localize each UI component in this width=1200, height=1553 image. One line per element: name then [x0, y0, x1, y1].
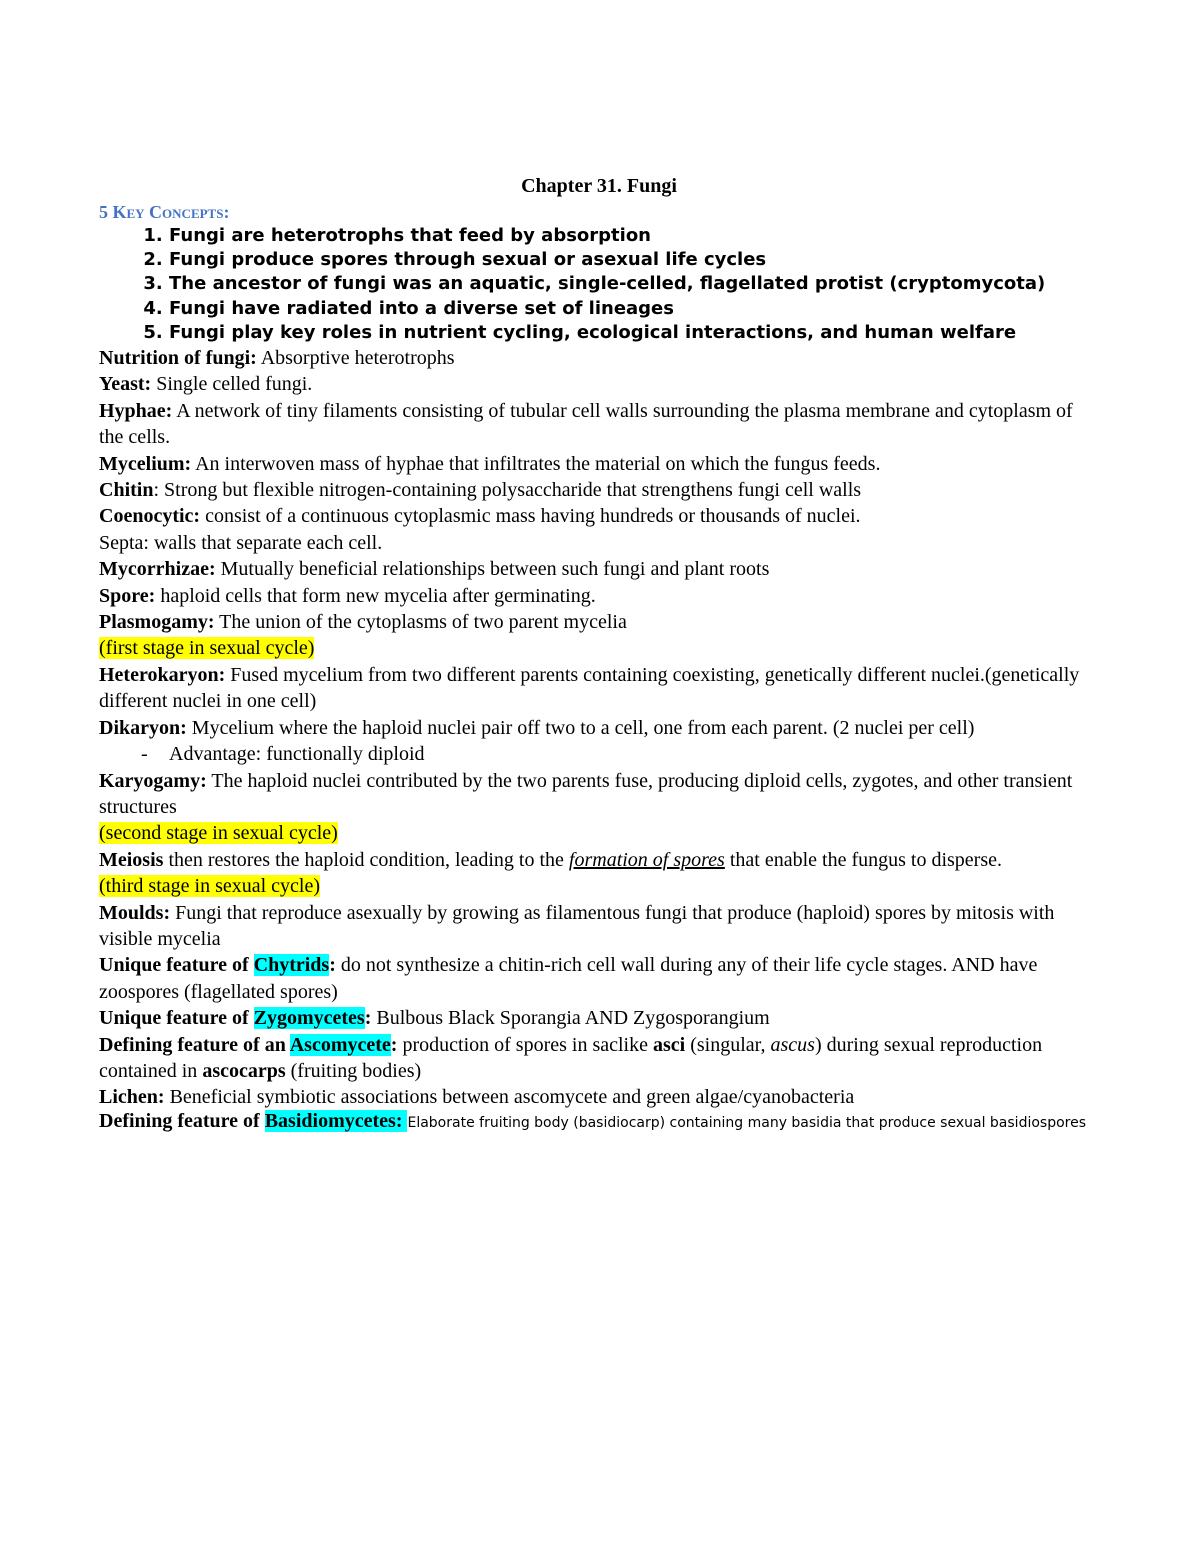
- term-label: Defining feature of an: [99, 1033, 290, 1056]
- term-label: Moulds:: [99, 901, 171, 924]
- highlighted-term: Ascomycete: [289, 1033, 391, 1056]
- list-item: 3. The ancestor of fungi was an aquatic, single-celled, flagellated protist (cryptomycota): [169, 272, 1099, 296]
- term-definition: consist of a continuous cytoplasmic mass having hundreds or thousands of nuclei.: [200, 505, 861, 528]
- bold-word: ascocarps: [202, 1059, 286, 1082]
- term-definition: Fused mycelium from two different parents containing coexisting, genetically different nuclei.(genetically different nuclei in one cell): [99, 663, 1080, 713]
- term-dikaryon: [99, 715, 1099, 741]
- term-plasmogamy: [99, 609, 1099, 635]
- term-colon: :: [390, 1033, 398, 1056]
- term-definition: ) during sexual reproduction contained in: [99, 1033, 1043, 1082]
- term-definition: Mutually beneficial relationships between such fungi and plant roots: [215, 558, 770, 581]
- term-definition: An interwoven mass of hyphae that infiltrates the material on which the fungus feeds.: [191, 452, 881, 475]
- highlighted-note: (third stage in sexual cycle): [99, 875, 321, 898]
- term-hyphae: [99, 398, 1099, 451]
- term-label: Unique feature of: [99, 1007, 254, 1030]
- term-septa: Septa: walls that separate each cell.: [99, 531, 383, 554]
- term-definition: Fungi that reproduce asexually by growing as filamentous fungi that produce (haploid) spores by mitosis with visible mycelia: [99, 901, 1055, 950]
- term-definition: Beneficial symbiotic associations between ascomycete and green algae/cyanobacteria: [164, 1086, 855, 1109]
- key-concepts-heading: 5 Key Concepts:: [99, 202, 230, 222]
- term-definition: A network of tiny filaments consisting of tubular cell walls surrounding the plasma membrane and cytoplasm of the cells.: [99, 399, 1073, 449]
- term-mycelium: [99, 451, 1099, 477]
- italic-word: ascus: [770, 1033, 815, 1056]
- term-definition: : Strong but flexible nitrogen-containing polysaccharide that strengthens fungi cell walls: [153, 479, 862, 502]
- term-colon: :: [364, 1007, 372, 1030]
- term-karyogamy: [99, 768, 1099, 821]
- term-lichen: [99, 1084, 1099, 1110]
- highlighted-note: (first stage in sexual cycle): [99, 637, 315, 660]
- term-label: Dikaryon:: [99, 716, 187, 739]
- term-label: Coenocytic:: [99, 505, 201, 528]
- term-label: Unique feature of: [99, 954, 254, 977]
- term-definition: The haploid nuclei contributed by the two parents fuse, producing diploid cells, zygotes, and other transient structures: [99, 769, 1073, 818]
- term-definition: (singular,: [685, 1033, 771, 1056]
- term-label: Nutrition of fungi:: [99, 347, 257, 370]
- term-label: Karyogamy:: [99, 769, 207, 792]
- highlighted-note: (second stage in sexual cycle): [99, 822, 338, 845]
- term-coenocytic: [99, 503, 1099, 529]
- term-heterokaryon: [99, 662, 1099, 715]
- stage-note-third: [99, 873, 1099, 899]
- term-meiosis: [99, 847, 1099, 873]
- list-item: 4. Fungi have radiated into a diverse set of lineages: [169, 297, 1099, 321]
- term-definition: Absorptive heterotrophs: [256, 347, 455, 370]
- emphasis-text: formation of spores: [568, 848, 725, 871]
- term-mycorrhizae: [99, 556, 1099, 582]
- key-concepts-list: [99, 224, 1099, 345]
- term-label: Meiosis: [99, 848, 164, 871]
- term-label: Mycorrhizae:: [99, 558, 216, 581]
- list-item: 1. Fungi are heterotrophs that feed by absorption: [169, 224, 1099, 248]
- list-item: 5. Fungi play key roles in nutrient cycling, ecological interactions, and human welfare: [169, 321, 1099, 345]
- term-definition: (fruiting bodies): [285, 1059, 422, 1082]
- highlighted-term: Basidiomycetes:: [264, 1109, 408, 1132]
- term-definition: haploid cells that form new mycelia after germinating.: [155, 584, 596, 607]
- term-label: Hyphae:: [99, 399, 173, 422]
- term-definition: Single celled fungi.: [151, 373, 313, 396]
- document-body: [99, 172, 1099, 1134]
- term-basidiomycetes: [99, 1111, 1099, 1134]
- term-label: Heterokaryon:: [99, 663, 226, 686]
- term-definition: do not synthesize a chitin-rich cell wall during any of their life cycle stages. AND have zoospores (flagellated spores): [99, 954, 1038, 1003]
- list-item: 2. Fungi produce spores through sexual or asexual life cycles: [169, 248, 1099, 272]
- term-spore: [99, 583, 1099, 609]
- page-title: Chapter 31. Fungi: [521, 175, 677, 197]
- highlighted-term: Chytrids: [253, 954, 330, 977]
- term-definition: then restores the haploid condition, leading to the: [163, 848, 569, 871]
- term-definition: Mycelium where the haploid nuclei pair off two to a cell, one from each parent. (2 nuclei per cell): [186, 716, 975, 739]
- term-nutrition: [99, 345, 1099, 371]
- term-ascomycete: [99, 1032, 1099, 1085]
- term-definition: production of spores in saclike: [397, 1033, 653, 1056]
- stage-note-second: [99, 820, 1099, 846]
- term-label: Lichen:: [99, 1086, 165, 1109]
- term-label: Chitin: [99, 479, 154, 502]
- term-label: Spore:: [99, 584, 156, 607]
- highlighted-term: Zygomycetes: [253, 1007, 365, 1030]
- term-colon: :: [329, 954, 336, 977]
- term-definition: The union of the cytoplasms of two parent mycelia: [214, 611, 627, 634]
- term-definition: Bulbous Black Sporangia AND Zygosporangium: [371, 1007, 770, 1030]
- term-label: Defining feature of: [99, 1109, 265, 1132]
- stage-note-first: [99, 635, 1099, 661]
- term-definition: Elaborate fruiting body (basidiocarp) containing many basidia that produce sexual basidiospores: [407, 1114, 1087, 1131]
- bold-word: asci: [652, 1033, 686, 1056]
- term-moulds: [99, 900, 1099, 953]
- term-definition: that enable the fungus to disperse.: [724, 848, 1002, 871]
- list-item: - Advantage: functionally diploid: [141, 741, 1099, 767]
- term-yeast: [99, 371, 1099, 397]
- term-label: Plasmogamy:: [99, 611, 215, 634]
- term-label: Mycelium:: [99, 452, 192, 475]
- term-zygomycetes: [99, 1005, 1099, 1031]
- dikaryon-bullets: [99, 741, 1099, 767]
- term-label: Yeast:: [99, 373, 152, 396]
- term-chytrids: [99, 952, 1099, 1005]
- term-chitin: [99, 477, 1099, 503]
